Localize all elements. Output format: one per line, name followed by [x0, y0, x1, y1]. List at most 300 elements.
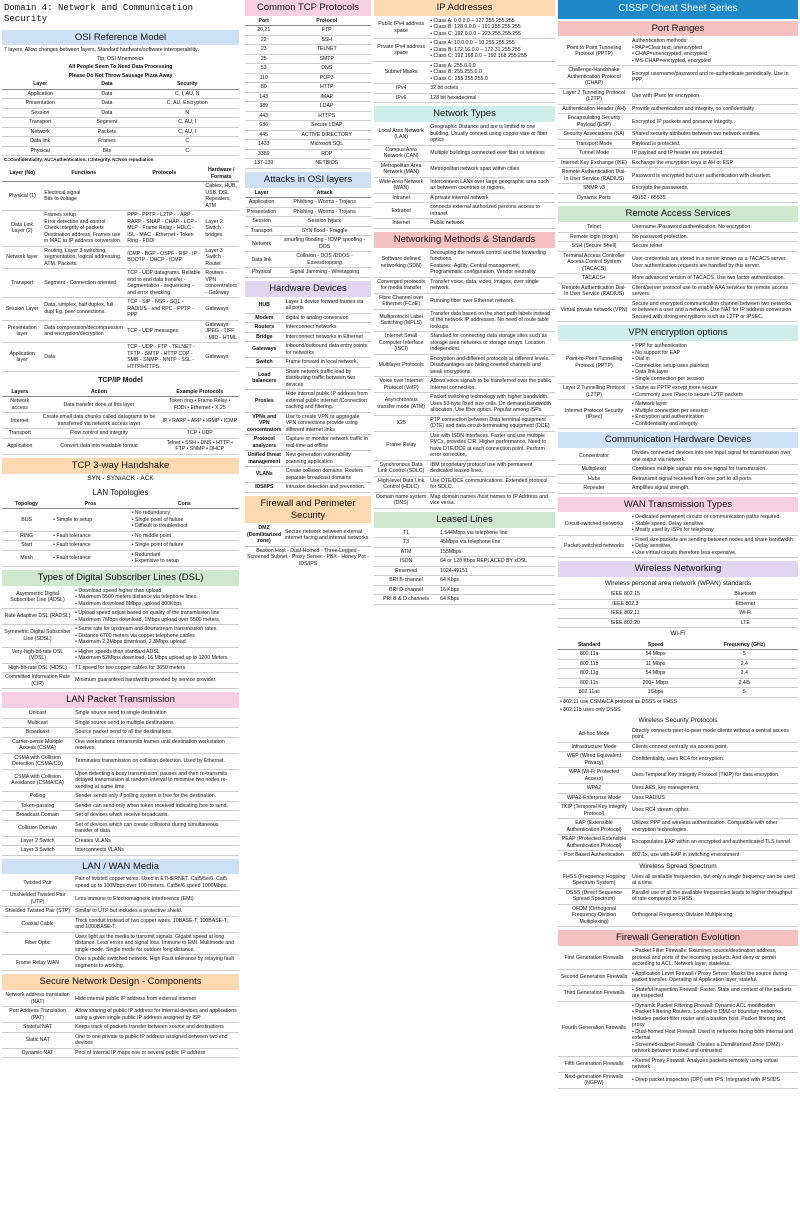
table-cell: Intranet — [374, 193, 428, 203]
osi-attacks-heading: Attacks in OSI layers — [245, 172, 371, 188]
table-cell: Interconnect networks — [284, 323, 371, 333]
table-body — [558, 223, 798, 322]
lan-packet-section — [2, 692, 239, 855]
table-row — [2, 531, 239, 541]
table-cell: Convert data into readable format — [38, 438, 161, 454]
table-cell: Extranet — [374, 203, 428, 219]
col-hardware: Hardware / Formats — [203, 166, 239, 182]
table-cell: Layer 2 Tunnelling Protocol (L2TP) — [558, 384, 630, 400]
table-cell: Second Generation Firewalls — [558, 969, 630, 985]
table-cell: Decoupling the network control and the forwarding functions. Features -Agility, Central management, Programmatic configuration, Vendor neutrality. — [428, 249, 555, 278]
hardware-devices-heading: Hardware Devices — [245, 281, 371, 297]
table-cell: IMAP — [282, 92, 371, 102]
table-cell: High-level Data Link Control (HDLC) — [374, 476, 428, 492]
table-cell: IEEE 802.20 — [558, 618, 693, 628]
table-cell: SMTP — [282, 54, 371, 64]
table-cell: Dynamic NAT — [2, 1048, 73, 1058]
table-cell: 20,21 — [245, 26, 282, 36]
table-cell: Authentication methods: • PAP=Clear text, unencrypted • CHAP=unencrypted, encrypted • MS-CHAP=encrypted, encrypted — [630, 37, 798, 66]
table-cell: Payload is protected. — [630, 139, 798, 149]
table-cell: • No redundancy • Single point of failure • Difficult to troubleshoot — [130, 509, 239, 532]
table-row — [558, 37, 798, 66]
table-cell: 1433 — [245, 140, 282, 150]
wifi-table — [558, 641, 798, 698]
table-cell: TCP - SIP - NSF - SQL - RADIUS - and RPC - PPTP - PPP — [125, 298, 203, 321]
table-row — [2, 182, 239, 211]
table-row — [2, 891, 239, 907]
table-cell: • Class A: 255.0.0.0 • Class B: 255.255.0.0 • Class C: 255.255.255.0 — [428, 61, 555, 84]
table-cell: 25 — [245, 54, 282, 64]
table-cell: Encrypts the passwords. — [630, 184, 798, 194]
table-cell: Routing, Layer 3 switching, segmentation, logical addressing. ATM. Packets. — [42, 246, 125, 269]
table-row — [558, 104, 798, 114]
table-cell: POP3 — [282, 73, 371, 83]
table-cell: Security Associations (SA) — [558, 130, 630, 140]
table-cell: First Generation Firewalls — [558, 947, 630, 969]
table-body — [558, 37, 798, 203]
table-row — [245, 252, 371, 268]
tcpip-heading: TCP/IP Model — [98, 377, 143, 385]
table-row — [2, 769, 239, 792]
table-row — [374, 249, 555, 278]
lan-wan-media-section — [2, 859, 239, 972]
table-cell: Pair of twisted copper wires. Used in ETHERNET. Cat5/5e/6. Cat5 speed up to 100Mbps over 100 meters. Cat5e/6 speed 1000Mbps. — [73, 875, 239, 891]
table-cell: Packet switching technology with higher bandwidth. Uses 53-byte fixed size cells. On demand bandwidth allocation. Use fiber optics. Popular among ISPs — [428, 393, 555, 416]
table-row — [558, 688, 798, 698]
table-row — [245, 226, 371, 236]
table-cell: Uses all available frequencies, but only a single frequency can be used at a time. — [630, 873, 798, 889]
table-cell: Fourth Generation Firewalls — [558, 1001, 630, 1056]
lan-packet-heading: LAN Packet Transmission — [2, 692, 239, 708]
table-row — [558, 342, 798, 384]
table-cell: T1 — [374, 529, 438, 538]
comm-hardware-heading: Communication Hardware Devices — [558, 432, 798, 448]
table-body — [2, 587, 239, 689]
table-row — [2, 907, 239, 917]
table-cell: 802.11b — [558, 659, 620, 669]
table-cell: 155Mbps — [438, 547, 555, 557]
table-body — [245, 198, 371, 278]
tcp-ports-table — [245, 17, 371, 169]
table-row — [2, 801, 239, 811]
table-cell: WPA2 — [558, 784, 630, 794]
table-row — [2, 728, 239, 738]
table-row — [558, 947, 798, 969]
table-cell: Capture or monitor network traffic in real-time ad offline — [284, 435, 371, 451]
table-row — [558, 1001, 798, 1056]
table-cell: 54 Mbps — [620, 669, 690, 679]
table-row — [374, 61, 555, 84]
table-cell: Wi-Fi — [693, 609, 798, 619]
table-row — [374, 431, 555, 460]
table-cell: Data Link Layer (2) — [2, 211, 42, 247]
table-cell: Encapsulating Security Payload (ESP) — [558, 114, 630, 130]
leased-lines-table — [374, 529, 555, 605]
table-cell: Uses RC4 stream cipher. — [630, 803, 798, 819]
table-cell: C, AU, Encryption — [135, 99, 239, 109]
table-cell: Collision Domain — [2, 820, 73, 836]
table-cell: CSMA with Collision Avoidance (CSMA/CA) — [2, 769, 73, 792]
firewall-generation-section — [558, 930, 798, 1088]
table-row — [245, 45, 371, 55]
table-cell: 128 bit hexadecimal — [428, 93, 555, 103]
col-attack: Attack — [278, 189, 371, 198]
table-cell: Concentrator — [558, 449, 630, 465]
table-row — [2, 836, 239, 846]
table-cell: Running fiber over Ethernet network. — [428, 293, 555, 309]
table-cell: Stateful NAT — [2, 1023, 73, 1033]
table-cell: Uses light as the media to transmit signals. Gigabit speed at long distance. Less errors and signal loss. Immune to EMI. Multimode and single mode. Single mode for outdoor long distance. — [73, 932, 239, 955]
table-cell: FTP — [282, 26, 371, 36]
table-cell: Data compression/decompression and encryption/decryption — [42, 320, 125, 343]
table-cell: 802.11n — [558, 678, 620, 688]
table-row — [2, 108, 239, 118]
table-cell: • Fixed size packets are sending between nodes and share bandwidth. • Delay sensitive. • Use virtual circuits therefore less expensive. — [630, 535, 798, 558]
table-cell: IDS/IPS — [245, 483, 284, 493]
osi-intro: 7 layers, Allow changes between layers, Standard hardware/software interoperability. — [4, 47, 199, 54]
table-row — [2, 269, 239, 298]
table-cell: Phishing - Worms - Trojans — [278, 207, 371, 217]
table-cell: Broadcast — [2, 728, 73, 738]
col-protocols: Protocols — [125, 166, 203, 182]
port-ranges-section — [558, 21, 798, 204]
osi-mnemonic-1: All People Seem To Need Data Processing — [68, 64, 173, 71]
table-row — [558, 513, 798, 535]
col-cons: Cons — [130, 500, 239, 509]
table-cell: C — [135, 146, 239, 156]
table-row — [558, 184, 798, 194]
table-row — [245, 313, 371, 323]
table-cell: Public IPv4 address space — [374, 17, 428, 39]
table-cell: Use DTE/DCE communications. Extended protocol for SDLC. — [428, 476, 555, 492]
lan-wan-media-heading: LAN / WAN Media — [2, 859, 239, 875]
table-cell: 802.11ac — [558, 688, 620, 698]
table-row — [558, 888, 798, 904]
table-cell: 1Gbps — [620, 688, 690, 698]
table-cell: Uses Temporal Key Integrity Protocol (TKIP) for data encryption. — [630, 768, 798, 784]
table-cell: Use with IPsec for encryption. — [630, 88, 798, 104]
table-cell: Point-to-Point Tunnelling Protocol (PPTP) — [558, 342, 630, 384]
table-cell: Encrypted IP packets and preserve integrity. — [630, 114, 798, 130]
table-cell: Frame forward in local network. — [284, 358, 371, 368]
lan-topologies-section — [2, 486, 239, 567]
table-row — [245, 390, 371, 413]
table-cell: Transfer data based on the short path labels instead of the network IP addresses. No need of route table lookups. — [428, 309, 555, 332]
table-cell: Twisted Pair — [2, 875, 73, 891]
dsl-table — [2, 587, 239, 690]
table-cell: 32 bit octets — [428, 84, 555, 94]
table-row — [245, 342, 371, 358]
firewall-section — [245, 496, 371, 569]
table-cell: Divides connected devices into one input signal for transmission over one output via network. — [630, 449, 798, 465]
table-row — [558, 985, 798, 1001]
table-row — [558, 88, 798, 104]
table-row — [558, 114, 798, 130]
handshake-text: SYN - SYN/ACK - ACK — [87, 474, 154, 482]
table-row — [2, 1007, 239, 1023]
table-body — [2, 509, 239, 567]
table-cell: Start — [2, 541, 51, 551]
table-cell: Network — [245, 236, 278, 252]
table-row — [558, 650, 798, 660]
table-cell: Confidentiality, uses RC4 for encryption. — [630, 752, 798, 768]
table-row — [245, 268, 371, 278]
table-cell: DSSS (Direct Sequence Spread Spectrum) — [558, 888, 630, 904]
table-row — [558, 168, 798, 184]
osi-legend: C=Confidentiality, AU=Authentication, I=Integrity, N=Non repudiation — [4, 157, 154, 163]
table-row — [374, 415, 555, 431]
wan-transmission-table — [558, 513, 798, 558]
col-layer: Layer — [245, 189, 278, 198]
table-cell: Bits — [78, 146, 135, 156]
table-body — [558, 947, 798, 1088]
table-row — [558, 299, 798, 322]
table-cell: CSMA with Collision Detection (CSMA/CD) — [2, 753, 73, 769]
table-cell: 5 — [691, 688, 798, 698]
table-cell: Remote login (rlogin) — [558, 232, 630, 242]
table-row — [2, 343, 239, 372]
table-cell: Map domain names /host names to IP Address and vice versa. — [428, 492, 555, 508]
table-cell: IBM proprietary protocol use with permanent dedicated leased lines. — [428, 460, 555, 476]
table-row — [558, 274, 798, 284]
table-cell: Interconnect networks in Ethernet — [284, 332, 371, 342]
wifi-title: Wi-Fi — [670, 630, 686, 638]
table-cell: 64 Kbps — [438, 595, 555, 605]
table-cell: RING — [2, 531, 51, 541]
table-cell: Over a public switched network. High Fault tolerance by relaying fault segments to working. — [73, 955, 239, 971]
col-protocol: Protocol — [282, 17, 371, 26]
table-row — [558, 851, 798, 861]
table-cell: Next-generation Firewalls (NGFW) — [558, 1072, 630, 1088]
table-cell: Data link — [2, 137, 78, 147]
table-cell: • Dynamic Packet Filtering Firewall: Dynamic ACL modification • Packet Filtering Routers: Located in DMZ or boundary networks. Includes packet-filter router and a bastion host. Packet filtering and proxy • Dual-homed Host Firewall: Used in networks facing both internal and external • Screened-subnet Firewall: Creates a Demilitarized Zone (DMZ) - network between trusted and untrusted — [630, 1001, 798, 1056]
table-row — [558, 232, 798, 242]
table-body — [2, 991, 239, 1058]
table-cell: Subnet Masks — [374, 61, 428, 84]
table-row — [558, 873, 798, 889]
table-cell: Polling — [2, 792, 73, 802]
table-cell: Circuit-switched networks — [558, 513, 630, 535]
table-body — [558, 873, 798, 927]
table-row — [2, 718, 239, 728]
table-cell: Fibre Channel over Ethernet (FCoE) — [374, 293, 428, 309]
table-row — [2, 625, 239, 648]
networking-methods-table — [374, 249, 555, 509]
table-row — [2, 509, 239, 532]
table-cell: FHSS (Frequency Hopping Spectrum System) — [558, 873, 630, 889]
table-cell: C, AU, I — [135, 127, 239, 137]
table-row — [374, 193, 555, 203]
table-row — [245, 236, 371, 252]
table-row — [558, 590, 798, 599]
col-layers: Layers — [2, 388, 38, 397]
table-cell: Pool of internal IP maps one or several public IP address — [73, 1048, 239, 1058]
table-cell: C — [135, 137, 239, 147]
table-cell: Transport — [245, 226, 278, 236]
table-cell: Source packet send to all the destinations. — [73, 728, 239, 738]
table-cell: LDAP — [282, 102, 371, 112]
table-cell: IEEE 802.3 — [558, 599, 693, 609]
column-1 — [2, 0, 239, 1061]
table-cell: Proxies — [245, 390, 284, 413]
table-row — [374, 585, 555, 595]
table-cell: Password is encrypted but user authentication with cleartext. — [630, 168, 798, 184]
table-cell: 200+ Mbps — [620, 678, 690, 688]
table-row — [245, 467, 371, 483]
table-row — [2, 246, 239, 269]
table-cell: Network layer — [2, 246, 42, 269]
table-cell: • Same as PPTP except more secure • Commonly uses IPsec to secure L2TP packets — [630, 384, 798, 400]
table-cell: HUB — [245, 298, 284, 314]
lan-wan-media-table — [2, 875, 239, 971]
table-cell: Asynchronous transfer mode (ATM) — [374, 393, 428, 416]
table-cell: 636 — [245, 121, 282, 131]
table-row — [2, 647, 239, 663]
table-row — [2, 673, 239, 689]
table-cell: Authentication Header (AH) — [558, 104, 630, 114]
table-row — [2, 846, 239, 856]
table-cell: SNMP v3 — [558, 184, 630, 194]
table-row — [558, 669, 798, 679]
table-row — [245, 83, 371, 93]
table-cell: 80 — [245, 83, 282, 93]
table-row — [2, 541, 239, 551]
table-cell: Symmetric Digital Subscriber Line (SDSL) — [2, 625, 73, 648]
table-row — [558, 793, 798, 803]
table-cell: No password protection. — [630, 232, 798, 242]
table-row — [558, 969, 798, 985]
table-cell: Network access — [2, 397, 38, 413]
table-cell: Port Based Authentication — [558, 851, 630, 861]
table-cell: Frame Relay — [374, 431, 428, 460]
table-cell: Data link — [245, 252, 278, 268]
table-row — [2, 298, 239, 321]
table-row — [245, 149, 371, 159]
table-row — [374, 492, 555, 508]
table-cell: VLANs — [245, 467, 284, 483]
table-row — [374, 17, 555, 39]
table-cell: 64 Kbps — [438, 576, 555, 586]
table-cell: Tunnel Mode — [558, 149, 630, 159]
table-cell: Collision - DOS /DDOS - Eavesdropping — [278, 252, 371, 268]
table-cell: Transport — [2, 429, 38, 439]
osi-attacks-table — [245, 189, 371, 278]
table-cell: Interconnect LANs over large geographic area such as between countries or regions. — [428, 177, 555, 193]
table-cell: Challenge-Handshake Authentication Protocol (CHAP) — [558, 66, 630, 89]
table-cell: • Redundant • Expensive to setup — [130, 550, 239, 566]
table-row — [2, 753, 239, 769]
table-cell: Packet-switched networks — [558, 535, 630, 558]
wireless-security-title: Wireless Security Protocols — [638, 716, 718, 724]
table-row — [374, 293, 555, 309]
table-row — [2, 709, 239, 718]
table-cell: Bridge — [245, 332, 284, 342]
table-cell: Transport Mode — [558, 139, 630, 149]
network-types-heading: Network Types — [374, 106, 555, 122]
col-standard: Standard — [558, 641, 620, 650]
table-row — [558, 139, 798, 149]
table-cell: Multicast — [2, 718, 73, 728]
table-row — [245, 102, 371, 112]
secure-network-table — [2, 991, 239, 1058]
table-row — [558, 283, 798, 299]
table-cell: Data — [78, 99, 135, 109]
table-row — [2, 1048, 239, 1058]
tcpip-section — [2, 375, 239, 455]
column-2 — [245, 0, 371, 571]
table-cell: Routers - VPN concentrators - Gateway — [203, 269, 239, 298]
table-cell: Broadcast Domain — [2, 811, 73, 821]
table-cell: Username /Password authentication. No encryption. — [630, 223, 798, 232]
table-body — [374, 529, 555, 605]
table-cell: Unshielded Twisted Pair (UTP) — [2, 891, 73, 907]
leased-lines-heading: Leased Lines — [374, 512, 555, 528]
table-cell: Hubs — [558, 474, 630, 484]
table-cell: Virtual private network (VPN) — [558, 299, 630, 322]
comm-hardware-section — [558, 432, 798, 493]
port-ranges-heading: Port Ranges — [558, 21, 798, 37]
table-row — [245, 111, 371, 121]
col-topology: Topology — [2, 500, 51, 509]
table-cell: Transport — [2, 269, 42, 298]
page-title: Domain 4: Network and Communication Security — [4, 3, 194, 25]
table-row — [2, 146, 239, 156]
table-cell: Microsoft SQL — [282, 140, 371, 150]
table-cell: • Simple to setup — [51, 509, 129, 532]
table-cell: 22 — [245, 35, 282, 45]
table-cell: Presentation — [2, 99, 78, 109]
vpn-heading: VPN encryption options — [558, 325, 798, 341]
network-types-section — [374, 106, 555, 228]
table-row — [245, 130, 371, 140]
table-cell: • Download speed higher than upload • Maximum 5500 meters distance via telephone lines. • Maximum download 8Mbps, upload 800Kbps — [73, 587, 239, 609]
wpan-table — [558, 590, 798, 628]
table-cell: LTE — [693, 618, 798, 628]
table-cell: Multilayer Protocols — [374, 354, 428, 377]
table-row — [558, 535, 798, 558]
table-cell: Uses RADIUS — [630, 793, 798, 803]
table-row — [558, 251, 798, 274]
table-row — [245, 367, 371, 390]
spread-spectrum-title: Wireless Spread Spectrum — [639, 862, 717, 870]
col-data: Data — [78, 80, 135, 89]
column-3 — [374, 0, 555, 608]
table-body — [2, 709, 239, 855]
table-row — [374, 219, 555, 229]
firewall-heading: Firewall and Perimeter Security — [245, 496, 371, 524]
table-cell: 11 Mbps — [620, 659, 690, 669]
col-security: Security — [135, 80, 239, 89]
table-row — [374, 547, 555, 557]
table-row — [374, 557, 555, 567]
table-cell: Token ring • Frame Relay • FDDI • Ethernet • X.25 — [161, 397, 239, 413]
table-cell: • Upload speed adjust based on quality of the transmission line • Maximum 7Mbps download, 1Mbps upload over 5500 meters. — [73, 609, 239, 625]
table-cell: Application — [2, 438, 38, 454]
table-cell: • Packet Filter Firewalls: Examines source/destination address, protocol and ports of the incoming packets. And deny or permit according to ACL. Network layer, stateless. — [630, 947, 798, 969]
table-cell: Allows voice signals to be transferred over the public Internet connection. — [428, 377, 555, 393]
table-cell: Similar to UTP but includes a protective shield. — [73, 907, 239, 917]
table-row — [2, 127, 239, 137]
table-body — [374, 123, 555, 228]
leased-lines-section — [374, 512, 555, 605]
table-cell: Cables, HUB, USB, DSL Repeaters, ATM — [203, 182, 239, 211]
table-row — [558, 768, 798, 784]
table-row — [374, 538, 555, 548]
table-cell: Domain name system (DNS) — [374, 492, 428, 508]
col-layer-no: Layer (No) — [2, 166, 42, 182]
table-cell: Layer 3 Switch — [2, 846, 73, 856]
table-cell: User credentials are stored in a server known as a TACACS server. User authentication requests are handled by this server. — [630, 251, 798, 274]
